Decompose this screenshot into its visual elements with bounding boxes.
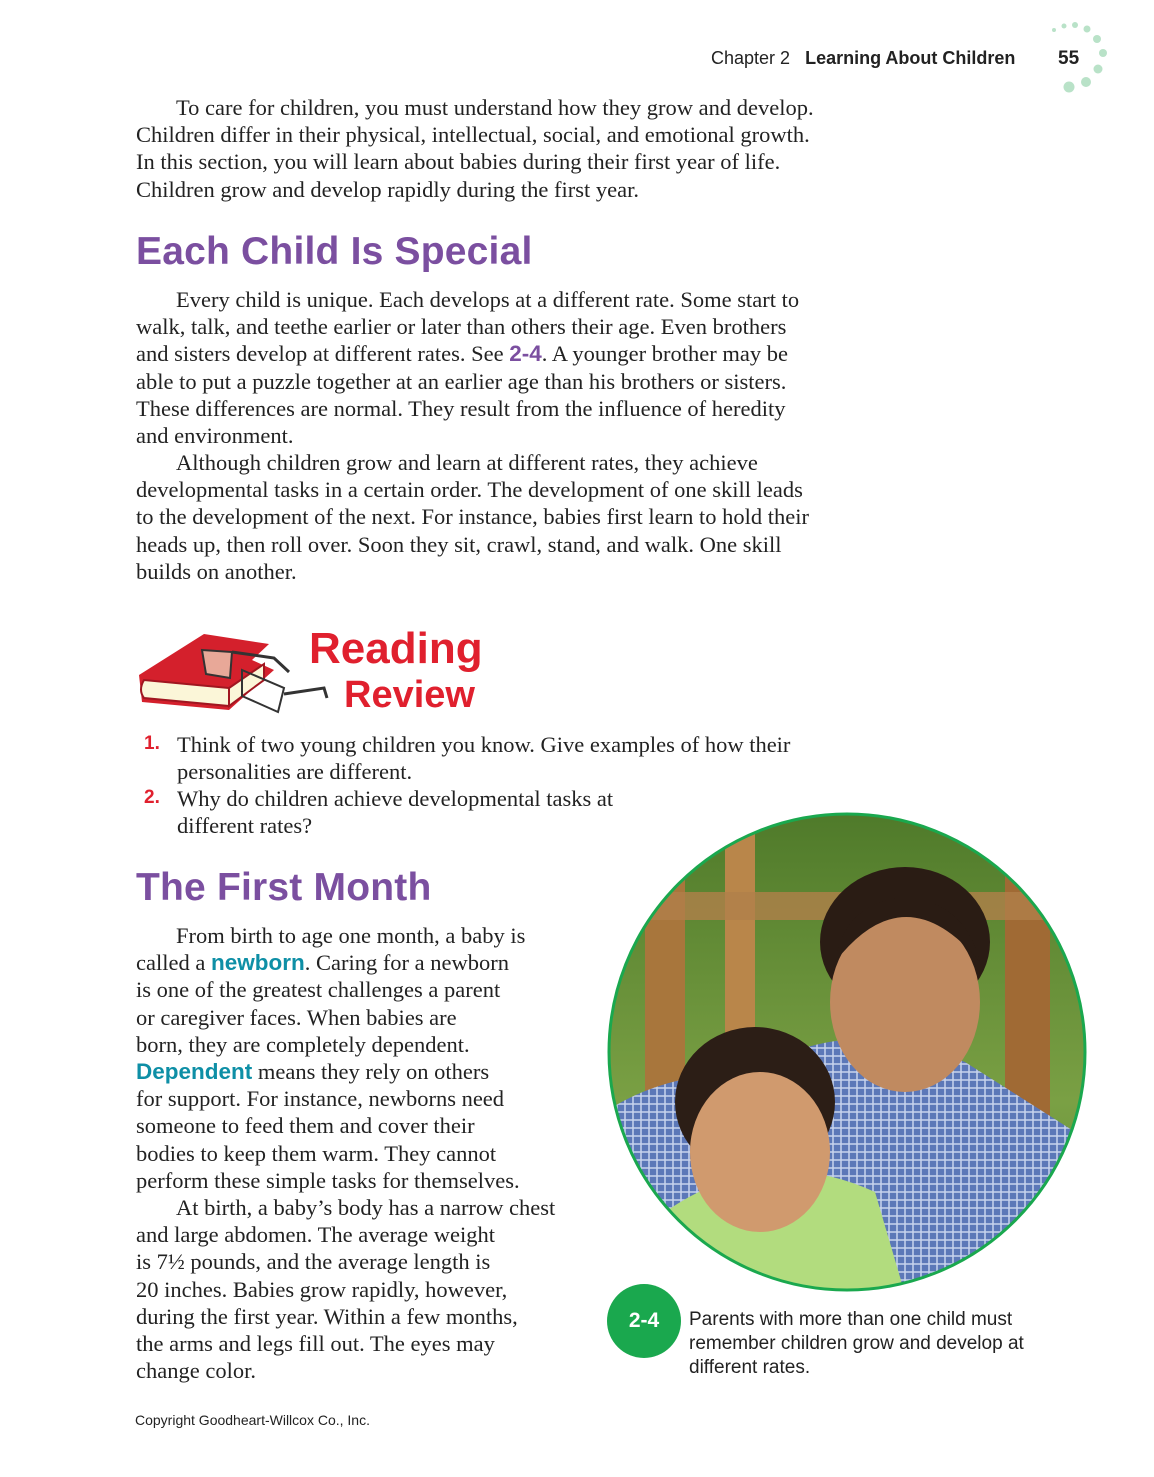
text-line: called a newborn. Caring for a newborn <box>136 950 510 976</box>
text-line: 20 inches. Babies grow rapidly, however, <box>136 1276 508 1302</box>
text-line: different rates? <box>177 813 313 839</box>
text-line: and sisters develop at different rates. See 2-4. A younger brother may be <box>136 341 788 367</box>
text-line: walk, talk, and teethe earlier or later than others their age. Even brothers <box>136 314 787 340</box>
reading-review-title-review: Review <box>344 674 475 716</box>
chapter-title: Learning About Children <box>805 48 1016 68</box>
figure-reference-link[interactable]: 2-4 <box>509 341 542 367</box>
caption-line: different rates. <box>689 1357 811 1378</box>
intro-paragraph <box>136 94 814 203</box>
text-line: for support. For instance, newborns need <box>136 1086 505 1112</box>
section-heading-first-month: The First Month <box>136 866 432 909</box>
question-number: 1. <box>144 733 160 754</box>
text-line: born, they are completely dependent. <box>136 1031 470 1057</box>
first-month-paragraph-1 <box>136 922 525 1194</box>
text-line: In this section, you will learn about babies during their first year of life. <box>136 149 781 175</box>
question-text <box>177 731 790 785</box>
reading-review-title-reading: Reading <box>309 624 483 673</box>
figure-caption <box>689 1308 1024 1380</box>
text-line: someone to feed them and cover their <box>136 1113 475 1139</box>
running-header <box>711 48 1015 69</box>
text-line: Children differ in their physical, intellectual, social, and emotional growth. <box>136 122 810 148</box>
text-line: is one of the greatest challenges a parent <box>136 977 501 1003</box>
caption-line: Parents with more than one child must <box>689 1309 1013 1330</box>
copyright-footer: Copyright Goodheart-Willcox Co., Inc. <box>135 1412 370 1428</box>
text-line: Every child is unique. Each develops at a different rate. Some start to <box>176 287 800 312</box>
each-child-paragraph-2 <box>136 449 809 585</box>
text-line: Why do children achieve developmental tasks at <box>177 786 614 811</box>
text-line: or caregiver faces. When babies are <box>136 1004 457 1030</box>
text-line: builds on another. <box>136 558 297 584</box>
question-text <box>177 785 613 839</box>
text-line: change color. <box>136 1358 256 1384</box>
question-number: 2. <box>144 787 160 808</box>
section-heading-each-child: Each Child Is Special <box>136 230 533 273</box>
text-line: during the first year. Within a few months, <box>136 1303 518 1329</box>
chapter-label: Chapter 2 <box>711 48 791 68</box>
text-line: the arms and legs fill out. The eyes may <box>136 1331 495 1357</box>
text-line: From birth to age one month, a baby is <box>176 923 526 948</box>
figure-badge <box>607 1284 681 1358</box>
text-line: is 7½ pounds, and the average length is <box>136 1249 491 1275</box>
text-line: and large abdomen. The average weight <box>136 1222 496 1248</box>
text-line: personalities are different. <box>177 759 413 785</box>
children-photo <box>605 812 1091 1294</box>
text-line: Think of two young children you know. Give examples of how their <box>177 732 791 757</box>
text-line: heads up, then roll over. Soon they sit, crawl, stand, and walk. One skill <box>136 531 782 557</box>
text-line: bodies to keep them warm. They cannot <box>136 1140 497 1166</box>
text-line: to the development of the next. For instance, babies first learn to hold their <box>136 504 809 530</box>
text-line: Children grow and develop rapidly during the first year. <box>136 176 639 202</box>
text-line: perform these simple tasks for themselves. <box>136 1167 520 1193</box>
book-glasses-icon <box>134 630 334 716</box>
figure-number: 2-4 <box>628 1309 660 1332</box>
text-line: developmental tasks in a certain order. The development of one skill leads <box>136 477 803 503</box>
text-line: These differences are normal. They result from the influence of heredity <box>136 395 786 421</box>
text-line: Dependent means they rely on others <box>136 1059 490 1085</box>
each-child-paragraph-1 <box>136 286 799 449</box>
key-term: newborn <box>210 950 305 976</box>
text-line: To care for children, you must understand how they grow and develop. <box>176 95 814 120</box>
text-line: At birth, a baby’s body has a narrow chest <box>176 1195 556 1220</box>
caption-line: remember children grow and develop at <box>689 1333 1024 1354</box>
text-line: able to put a puzzle together at an earlier age than his brothers or sisters. <box>136 368 787 394</box>
text-line: and environment. <box>136 423 294 449</box>
text-line: Although children grow and learn at different rates, they achieve <box>176 450 758 475</box>
decorative-dots-icon <box>1045 15 1115 100</box>
key-term: Dependent <box>136 1059 253 1085</box>
first-month-paragraph-2 <box>136 1194 555 1384</box>
page-number: 55 <box>1058 48 1080 69</box>
